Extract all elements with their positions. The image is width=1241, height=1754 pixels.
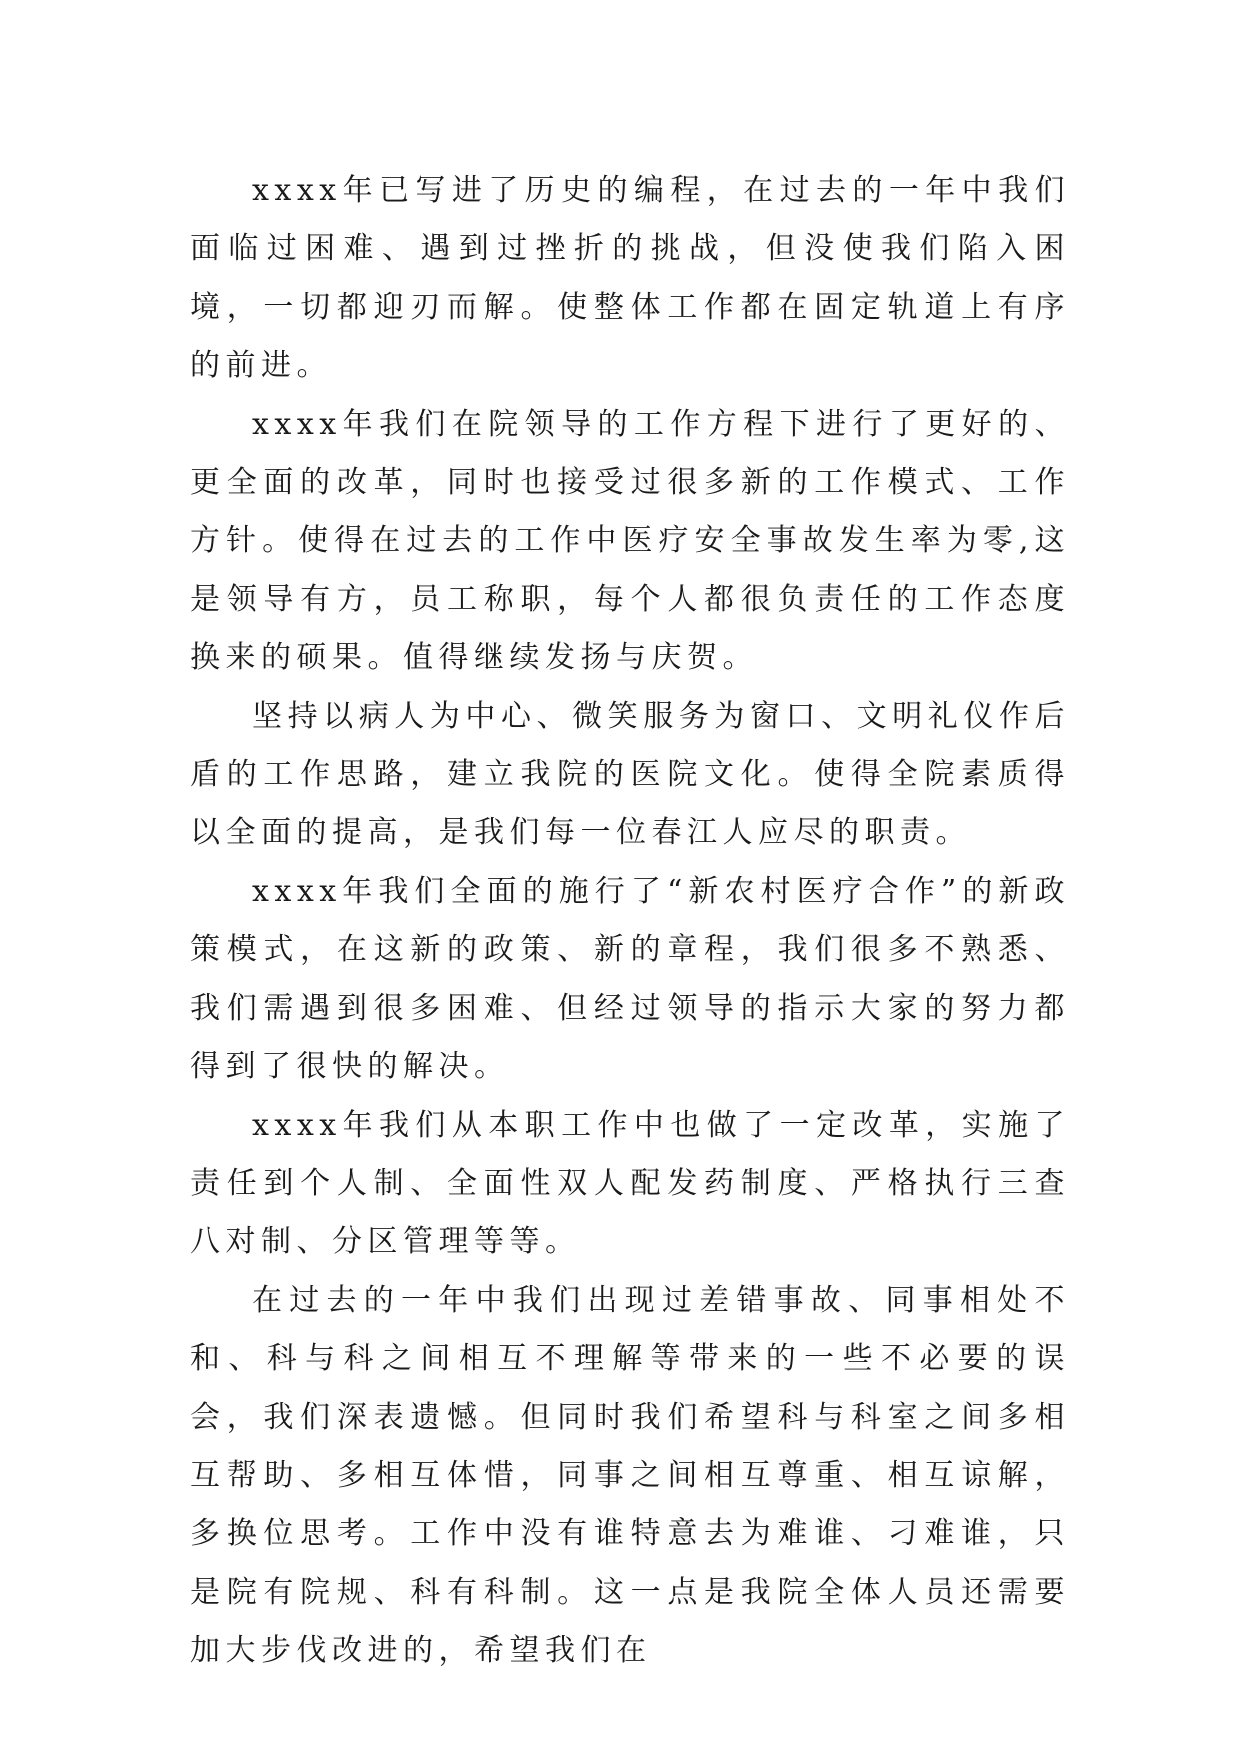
paragraph-2: xxxx年我们在院领导的工作方程下进行了更好的、更全面的改革，同时也接受过很多新的工作模式、工作方针。使得在过去的工作中医疗安全事故发生率为零,这是领导有方，员工称职，每个人都很负责任的工作态度换来的硕果。值得继续发扬与庆贺。: [190, 406, 1070, 676]
paragraph-3: 坚持以病人为中心、微笑服务为窗口、文明礼仪作后盾的工作思路，建立我院的医院文化。使得全院素质得以全面的提高，是我们每一位春江人应尽的职责。: [190, 698, 1070, 851]
paragraph-1: xxxx年已写进了历史的编程，在过去的一年中我们面临过困难、遇到过挫折的挑战，但没使我们陷入困境，一切都迎刃而解。使整体工作都在固定轨道上有序的前进。: [190, 173, 1070, 384]
paragraph-5: xxxx年我们从本职工作中也做了一定改革，实施了责任到个人制、全面性双人配发药制度、严格执行三查八对制、分区管理等等。: [190, 1107, 1070, 1260]
paragraph-6: 在过去的一年中我们出现过差错事故、同事相处不和、科与科之间相互不理解等带来的一些不必要的误会，我们深表遗憾。但同时我们希望科与科室之间多相互帮助、多相互体惜，同事之间相互尊重、相互谅解，多换位思考。工作中没有谁特意去为难谁、刁难谁，只是院有院规、科有科制。这一点是我院全体人员还需要加大步伐改进的，希望我们在: [190, 1282, 1070, 1669]
paragraph-4: xxxx年我们全面的施行了“新农村医疗合作”的新政策模式，在这新的政策、新的章程，我们很多不熟悉、我们需遇到很多困难、但经过领导的指示大家的努力都得到了很快的解决。: [190, 873, 1070, 1085]
document-body: [190, 162, 1070, 1681]
